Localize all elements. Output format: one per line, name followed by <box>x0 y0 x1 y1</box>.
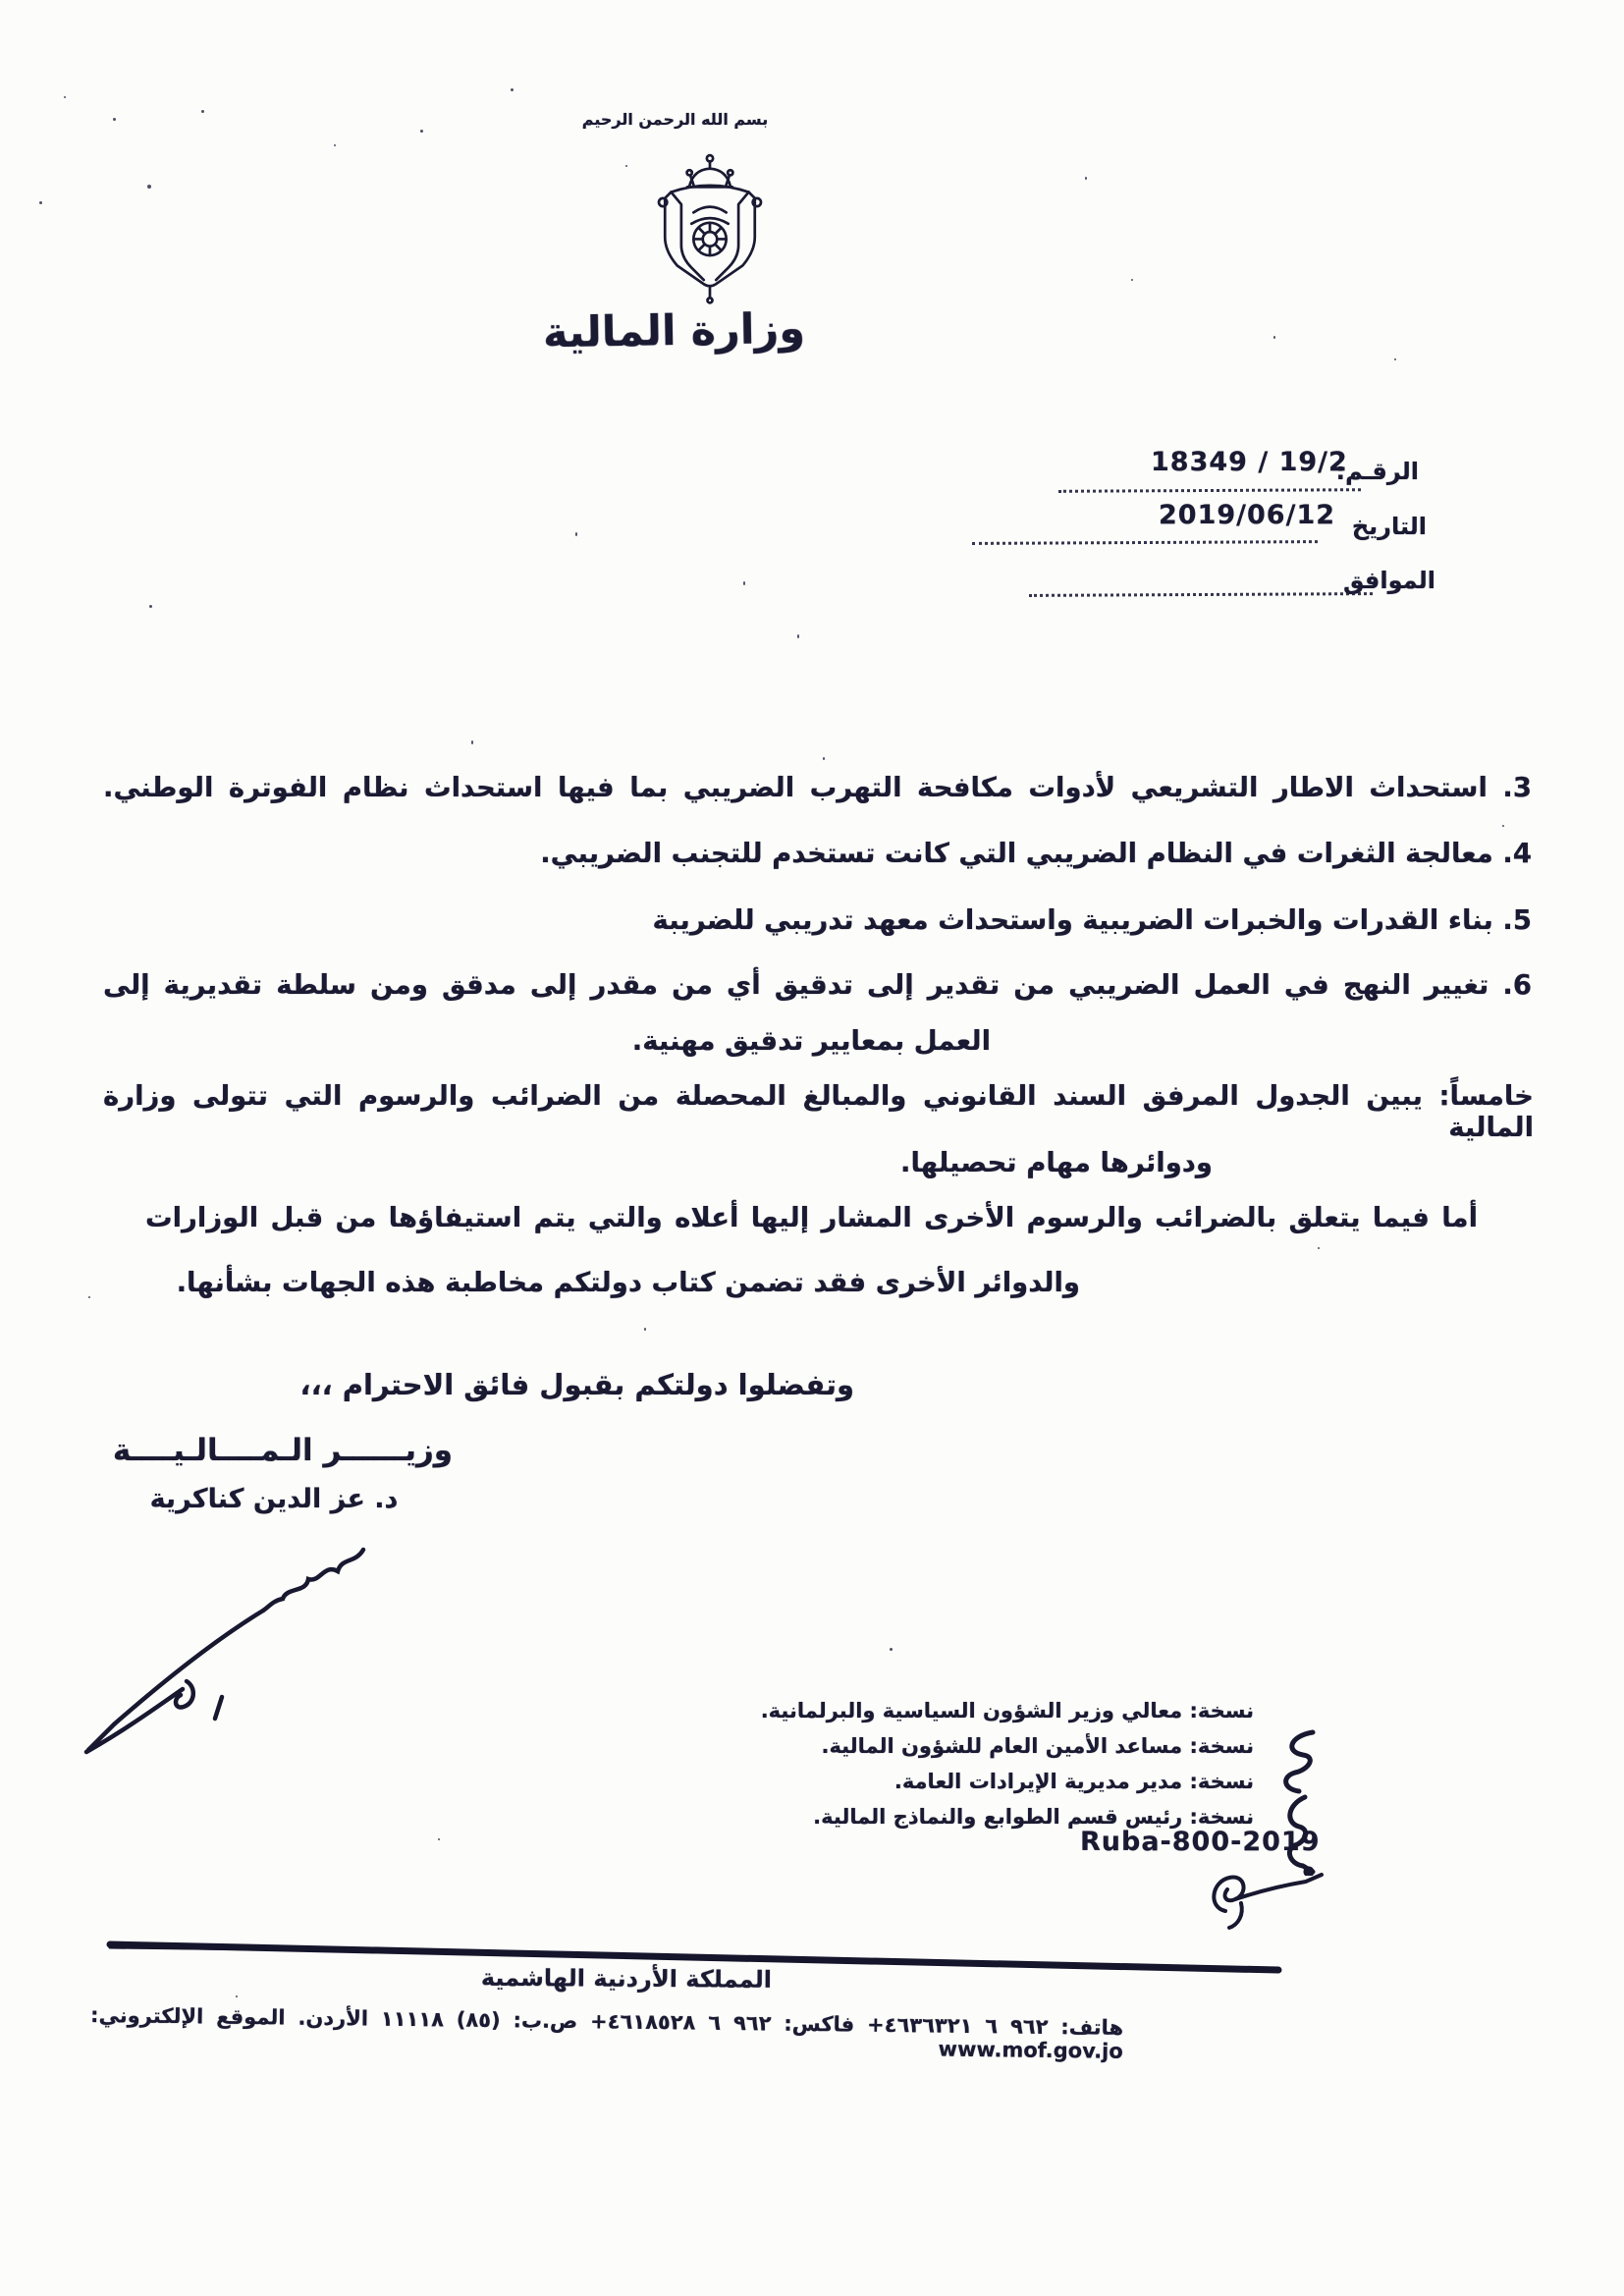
reference-number-value: 18349 / 19/2 <box>1151 447 1348 477</box>
ink-speck <box>743 581 745 585</box>
ink-speck <box>1394 358 1396 360</box>
paragraph-amma-line2: والدوائر الأخرى فقد تضمن كتاب دولتكم مخاطبة هذه الجهات بشأنها. <box>176 1267 1080 1298</box>
paragraph-amma-line1: أما فيما يتعلق بالضرائب والرسوم الأخرى المشار إليها أعلاه والتي يتم استيفاؤها من قبل الوزارات <box>145 1202 1478 1233</box>
ink-speck <box>147 185 151 189</box>
cc-item: نسخة: مدير مديرية الإيرادات العامة. <box>893 1770 1254 1793</box>
ink-speck <box>420 130 423 133</box>
paragraph-fifth-line1: خامساً: يبين الجدول المرفق السند القانوني والمبالغ المحصلة من الضرائب والرسوم التي تتولى وزارة المالية <box>103 1080 1534 1143</box>
agreeing-date-label: الموافق <box>1343 567 1435 594</box>
ink-speck <box>575 532 577 536</box>
list-item-3: 3. استحداث الاطار التشريعي لأدوات مكافحة التهرب الضريبي بما فيها استحداث نظام الفوترة الوطني. <box>103 772 1532 803</box>
cc-item: نسخة: مساعد الأمين العام للشؤون المالية. <box>821 1734 1254 1758</box>
ink-speck <box>823 757 825 760</box>
ink-speck <box>438 1838 440 1840</box>
ink-speck <box>511 88 514 91</box>
jordan-coat-of-arms-emblem <box>648 151 772 304</box>
cc-item: نسخة: رئيس قسم الطوابع والنماذج المالية. <box>813 1805 1254 1829</box>
minister-name: د. عز الدين كناكرية <box>149 1484 399 1514</box>
list-item-4: 4. معالجة الثغرات في النظام الضريبي التي كانت تستخدم للتجنب الضريبي. <box>540 838 1532 869</box>
ink-speck <box>471 740 473 744</box>
ink-speck <box>890 1648 893 1651</box>
list-item-6-line1: 6. تغيير النهج في العمل الضريبي من تقدير إلى تدقيق أي من مقدر إلى مدقق ومن سلطة تقديرية إلى <box>103 969 1532 1001</box>
ink-speck <box>1318 1247 1320 1249</box>
ink-speck <box>64 96 66 98</box>
list-item-5: 5. بناء القدرات والخبرات الضريبية واستحداث معهد تدريبي للضريبة <box>652 904 1532 936</box>
agreeing-date-dotted-line <box>1029 592 1373 597</box>
footer-contact-line: هاتف: ⁦+٩٦٢ ٦ ٤٦٣٦٣٢١⁩ فاكس: ⁦+٩٦٢ ٦ ٤٦١٨٥٢٨⁩ ص.ب: (٨٥) ١١١١٨ الأردن. الموقع الإلكتروني: ⁦www.mof.gov.jo⁩ <box>90 2003 1124 2063</box>
paragraph-fifth-line2: ودوائرها مهام تحصيلها. <box>900 1147 1213 1178</box>
ink-speck <box>334 144 336 146</box>
closing-salutation: وتفضلوا دولتكم بقبول فائق الاحترام ،،، <box>299 1368 854 1401</box>
kingdom-name: المملكة الأردنية الهاشمية <box>480 1963 773 1994</box>
ink-speck <box>88 1296 90 1298</box>
reference-number-label: الرقـم: <box>1335 458 1419 485</box>
ink-speck <box>625 165 627 167</box>
ink-speck <box>1085 177 1087 180</box>
ink-speck <box>644 1328 646 1331</box>
handwritten-initials-mark <box>1260 1726 1330 1876</box>
ink-speck <box>1502 825 1504 827</box>
ink-speck <box>201 110 204 113</box>
minister-title: وزيــــــر الـمــــالـيــــة <box>112 1433 454 1468</box>
ink-speck <box>113 118 116 121</box>
ministry-name-calligraphy: وزارة المالية <box>542 303 806 358</box>
ink-speck <box>39 201 42 204</box>
ink-speck <box>1273 336 1275 339</box>
date-value: 2019/06/12 <box>1159 500 1336 530</box>
cc-list <box>761 1693 1254 1834</box>
minister-handwritten-signature <box>71 1534 395 1765</box>
ink-speck <box>797 634 799 638</box>
list-item-6-line2: العمل بمعايير تدقيق مهنية. <box>631 1025 991 1057</box>
ink-speck <box>149 605 152 608</box>
reference-code: Ruba-800-2019 <box>1080 1827 1321 1857</box>
date-dotted-line <box>972 540 1318 545</box>
ink-speck <box>236 1995 238 1997</box>
ink-speck <box>1131 279 1133 281</box>
date-label: التاريخ <box>1351 513 1427 540</box>
bismillah-calligraphy: بسم الله الرحمن الرحيم <box>581 110 769 129</box>
cc-item: نسخة: معالي وزير الشؤون السياسية والبرلمانية. <box>760 1699 1254 1722</box>
handwritten-scribble <box>1198 1860 1329 1931</box>
reference-number-dotted-line <box>1058 488 1361 493</box>
